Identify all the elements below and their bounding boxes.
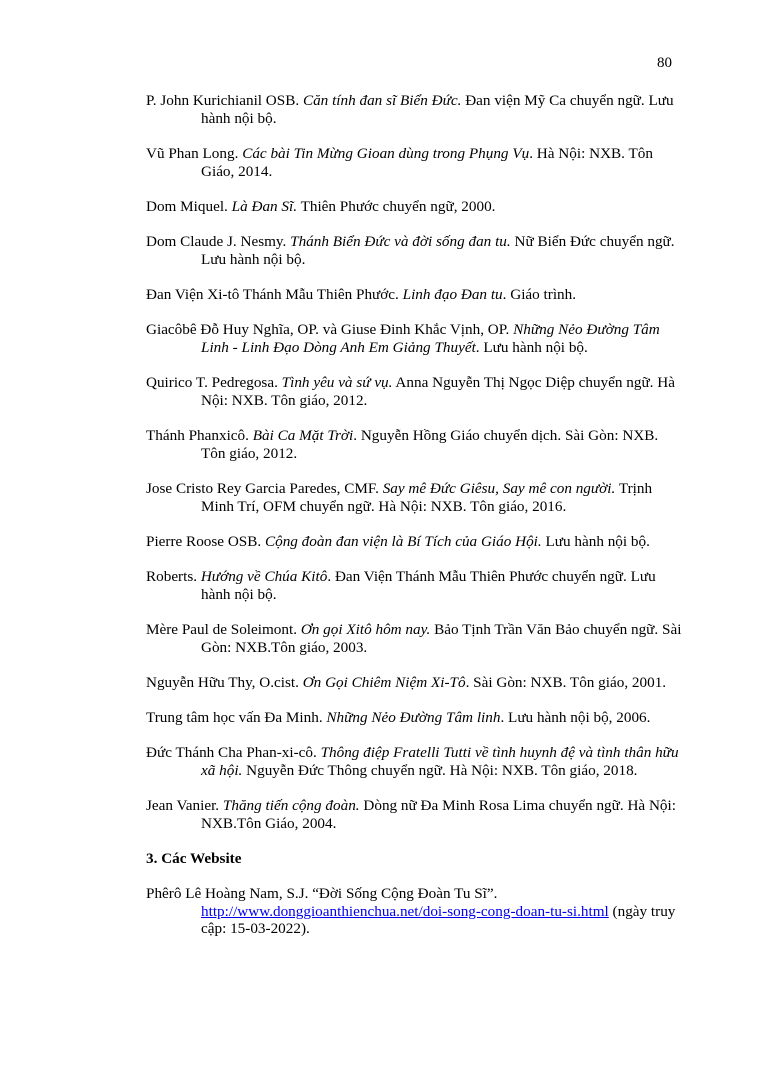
reference-entry: Jean Vanier. Thăng tiến cộng đoàn. Dòng nữ Đa Minh Rosa Lima chuyển ngữ. Hà Nội: NXB.Tôn Giáo, 2004. bbox=[146, 797, 676, 832]
reference-entry: Dom Claude J. Nesmy. Thánh Biển Đức và đời sống đan tu. Nữ Biển Đức chuyển ngữ. Lưu hành nội bộ. bbox=[146, 233, 675, 268]
reference-entry: P. John Kurichianil OSB. Căn tính đan sĩ Biển Đức. Đan viện Mỹ Ca chuyển ngữ. Lưu hành nội bộ. bbox=[146, 92, 674, 127]
section-heading-websites: 3. Các Website bbox=[146, 849, 242, 867]
reference-entry: Đức Thánh Cha Phan-xi-cô. Thông điệp Fratelli Tutti về tình huynh đệ và tình thân hữu xã hội. Nguyễn Đức Thông chuyển ngữ. Hà Nội: NXB. Tôn giáo, 2018. bbox=[146, 744, 679, 779]
reference-entry: Roberts. Hướng về Chúa Kitô. Đan Viện Thánh Mẫu Thiên Phước chuyển ngữ. Lưu hành nội bộ. bbox=[146, 567, 656, 603]
reference-entry: Mère Paul de Soleimont. Ơn gọi Xitô hôm nay. Bảo Tịnh Trần Văn Bảo chuyển ngữ. Sài Gòn: NXB.Tôn giáo, 2003. bbox=[146, 620, 682, 656]
reference-entry: Vũ Phan Long. Các bài Tin Mừng Gioan dùng trong Phụng Vụ. Hà Nội: NXB. Tôn Giáo, 2014. bbox=[146, 144, 653, 180]
website-entry: Phêrô Lê Hoàng Nam, S.J. “Đời Sống Cộng Đoàn Tu Sĩ”. http://www.donggioanthienchua.net/doi-song-cong-doan-tu-si.html (ngày truy cập: 15-03-2022). bbox=[146, 884, 676, 938]
page-number: 80 bbox=[657, 55, 672, 71]
reference-entry: Dom Miquel. Là Đan Sĩ. Thiên Phước chuyển ngữ, 2000. bbox=[146, 197, 496, 215]
reference-entry: Đan Viện Xi-tô Thánh Mẫu Thiên Phước. Linh đạo Đan tu. Giáo trình. bbox=[146, 285, 577, 303]
website-link[interactable]: http://www.donggioanthienchua.net/doi-song-cong-doan-tu-si.html bbox=[201, 902, 609, 920]
reference-entry: Quirico T. Pedregosa. Tình yêu và sứ vụ. Anna Nguyễn Thị Ngọc Diệp chuyển ngữ. Hà Nội: NXB. Tôn giáo, 2012. bbox=[146, 374, 675, 409]
reference-entry: Giacôbê Đỗ Huy Nghĩa, OP. và Giuse Đinh Khắc Vịnh, OP. Những Nẻo Đường Tâm Linh - Linh Đạo Dòng Anh Em Giảng Thuyết. Lưu hành nội bộ. bbox=[146, 321, 660, 356]
reference-entry: Pierre Roose OSB. Cộng đoàn đan viện là Bí Tích của Giáo Hội. Lưu hành nội bộ. bbox=[146, 532, 650, 550]
reference-list bbox=[146, 92, 686, 956]
reference-entry: Nguyễn Hữu Thy, O.cist. Ơn Gọi Chiêm Niệm Xi-Tô. Sài Gòn: NXB. Tôn giáo, 2001. bbox=[146, 673, 667, 691]
reference-entry: Jose Cristo Rey Garcia Paredes, CMF. Say mê Đức Giêsu, Say mê con người. Trịnh Minh Trí, OFM chuyển ngữ. Hà Nội: NXB. Tôn giáo, 2016. bbox=[146, 479, 653, 515]
reference-entry: Trung tâm học vấn Đa Minh. Những Nẻo Đường Tâm linh. Lưu hành nội bộ, 2006. bbox=[146, 708, 651, 726]
reference-entry: Thánh Phanxicô. Bài Ca Mặt Trời. Nguyễn Hồng Giáo chuyển dịch. Sài Gòn: NXB. Tôn giáo, 2012. bbox=[146, 426, 659, 462]
